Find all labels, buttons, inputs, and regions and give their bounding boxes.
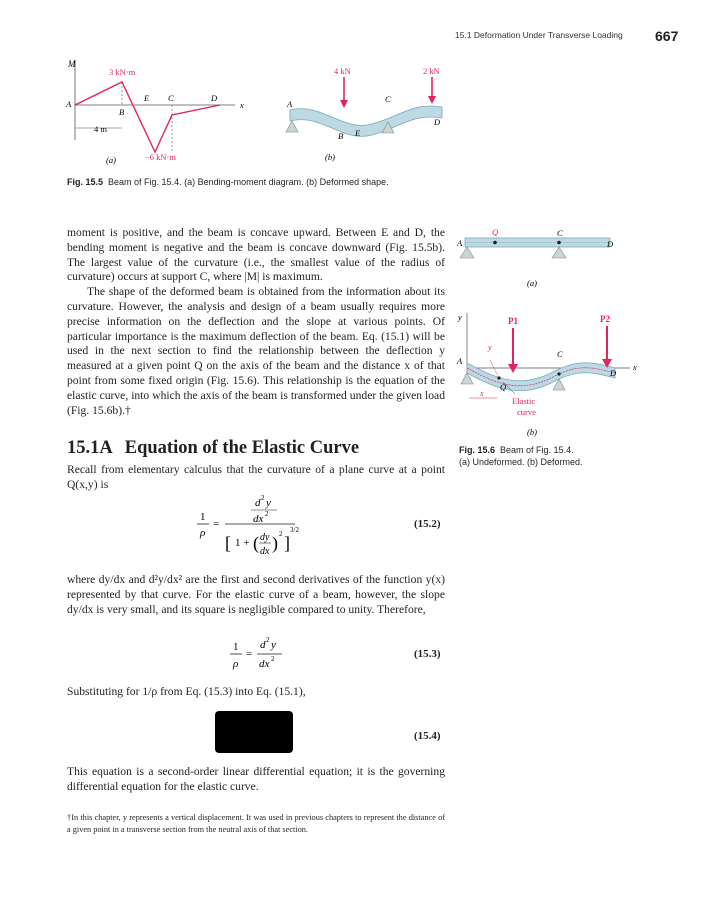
svg-text:dx: dx	[259, 658, 270, 670]
deformed-beam	[290, 106, 442, 136]
paragraph-6: This equation is a second-order linear differential equation; it is the governing differential equation for the elastic curve.	[67, 765, 445, 793]
svg-text:y: y	[458, 312, 462, 322]
svg-text:d: d	[255, 497, 261, 509]
fig-15-5-caption: Fig. 15.5 Beam of Fig. 15.4. (a) Bending-moment diagram. (b) Deformed shape.	[67, 177, 389, 187]
svg-text:]: ]	[284, 533, 290, 553]
load-label-p2: P2	[600, 314, 610, 324]
svg-text:dx: dx	[260, 546, 270, 557]
load-label-2kn: 2 kN	[423, 66, 440, 76]
svg-text:C: C	[557, 349, 563, 359]
support-a-icon	[286, 121, 298, 132]
paragraph-1: moment is positive, and the beam is concave upward. Between E and D, the bending moment is negative and the beam is concave downward (Fig. 15.5b). The largest value of the curvature (i.e., the smallest value of the radius of curvature) occurs at support C, where |M| is maximum.	[67, 226, 445, 284]
svg-text:=: =	[213, 518, 220, 530]
subfig-a-label: (a)	[527, 278, 537, 288]
fig-15-6-caption: Fig. 15.6 Beam of Fig. 15.4. (a) Undeformed. (b) Deformed.	[459, 445, 583, 467]
svg-text:Q: Q	[492, 227, 499, 237]
svg-text:A: A	[287, 99, 293, 109]
svg-text:C: C	[385, 94, 391, 104]
paragraph-5: Substituting for 1/ρ from Eq. (15.3) into Eq. (15.1),	[67, 685, 306, 698]
svg-text:2: 2	[261, 494, 265, 502]
svg-text:E: E	[355, 128, 361, 138]
x-axis-label: x	[240, 100, 244, 110]
equation-15-3-number: (15.3)	[414, 648, 441, 660]
load-label-4kn: 4 kN	[334, 66, 351, 76]
subfig-b-label: (b)	[527, 427, 537, 437]
svg-text:A: A	[457, 238, 463, 248]
equation-15-4-number: (15.4)	[414, 730, 441, 742]
point-q	[493, 241, 497, 245]
svg-text:1 +: 1 +	[235, 537, 250, 549]
undeformed-beam-figure	[455, 226, 630, 291]
support-c-icon	[552, 247, 566, 258]
svg-text:ρ: ρ	[200, 527, 206, 539]
body-text-block-1	[67, 226, 445, 418]
page-number: 667	[655, 28, 679, 44]
equation-15-3	[228, 636, 288, 670]
equation-15-4-box	[215, 711, 293, 753]
svg-text:(: (	[253, 533, 259, 553]
m-axis-label: M	[68, 59, 76, 69]
subfig-b-label: (b)	[325, 152, 335, 162]
svg-text:x: x	[633, 362, 637, 372]
svg-text:Q: Q	[500, 382, 507, 392]
svg-text:A: A	[457, 356, 463, 366]
positive-moment-label: 3 kN·m	[109, 67, 136, 77]
svg-text:2: 2	[271, 655, 275, 663]
paragraph-3: Recall from elementary calculus that the curvature of a plane curve at a point Q(x,y) is	[67, 463, 445, 491]
svg-text:d: d	[260, 639, 266, 651]
svg-text:B: B	[119, 107, 125, 117]
svg-text:=: =	[246, 648, 253, 660]
svg-text:y: y	[271, 639, 276, 651]
equation-15-2-number: (15.2)	[414, 518, 441, 530]
svg-text:C: C	[557, 228, 563, 238]
svg-text:A: A	[66, 99, 72, 109]
moment-diagram	[60, 55, 260, 170]
dimension-label: 4 m	[94, 124, 107, 134]
svg-text:ρ: ρ	[233, 658, 239, 670]
svg-text:[: [	[225, 533, 231, 553]
paragraph-2: The shape of the deformed beam is obtained from the information about its curvature. However, the analysis and design of a beam usually requires more precise information on the deflection and the slope at various points. Of particular importance is the maximum deflection of the beam. Eq. (15.1) will be used in the next section to find the relationship between the deflection y measured at a given point Q on the axis of the beam and the distance x of that point from some fixed origin (Fig. 15.6). This relationship is the equation of the elastic curve, into which the axis of the beam is transformed under the given load (Fig. 15.6b).†	[67, 285, 445, 417]
equation-15-2	[195, 494, 305, 566]
svg-text:D: D	[607, 239, 614, 249]
elastic-curve-label-line1: Elastic	[512, 396, 536, 406]
svg-text:1: 1	[233, 641, 239, 653]
svg-text:B: B	[338, 131, 344, 141]
running-header: 15.1 Deformation Under Transverse Loading	[455, 30, 623, 40]
deformed-beam-figure	[282, 62, 452, 167]
svg-text:D: D	[610, 368, 617, 378]
deformed-elastic-curve-figure	[455, 308, 645, 440]
svg-text:y: y	[266, 497, 271, 509]
svg-text:dy: dy	[260, 532, 270, 543]
support-a-icon	[460, 247, 474, 258]
point-c	[557, 241, 561, 245]
svg-text:1: 1	[200, 511, 206, 523]
negative-moment-label: −6 kN·m	[145, 152, 176, 162]
subfig-a-label: (a)	[106, 155, 116, 165]
point-q	[497, 376, 500, 379]
svg-text:2: 2	[266, 636, 270, 644]
svg-text:dx: dx	[253, 513, 264, 525]
svg-text:3/2: 3/2	[290, 526, 299, 534]
svg-text:C: C	[168, 93, 174, 103]
svg-text:E: E	[144, 93, 150, 103]
svg-text:x: x	[480, 389, 484, 398]
section-heading: 15.1A Equation of the Elastic Curve	[67, 438, 360, 458]
deformed-beam	[467, 363, 615, 391]
paragraph-4: where dy/dx and d²y/dx² are the first and second derivatives of the function y(x) represented by that curve. For the elastic curve of a beam, however, the slope dy/dx is very small, and its square is negligible compared to unity. Therefore,	[67, 573, 445, 616]
svg-text:D: D	[211, 93, 218, 103]
point-c	[557, 372, 560, 375]
elastic-curve-label-line2: curve	[517, 407, 536, 417]
svg-text:D: D	[434, 117, 441, 127]
load-label-p1: P1	[508, 316, 518, 326]
svg-text:2: 2	[265, 510, 269, 518]
footnote: †In this chapter, y represents a vertical displacement. It was used in previous chapters to represent the distance of a given point in a transverse section from the neutral axis of that section.	[67, 813, 445, 834]
svg-text:): )	[272, 533, 278, 553]
svg-text:2: 2	[279, 530, 283, 538]
svg-text:y: y	[488, 343, 492, 352]
